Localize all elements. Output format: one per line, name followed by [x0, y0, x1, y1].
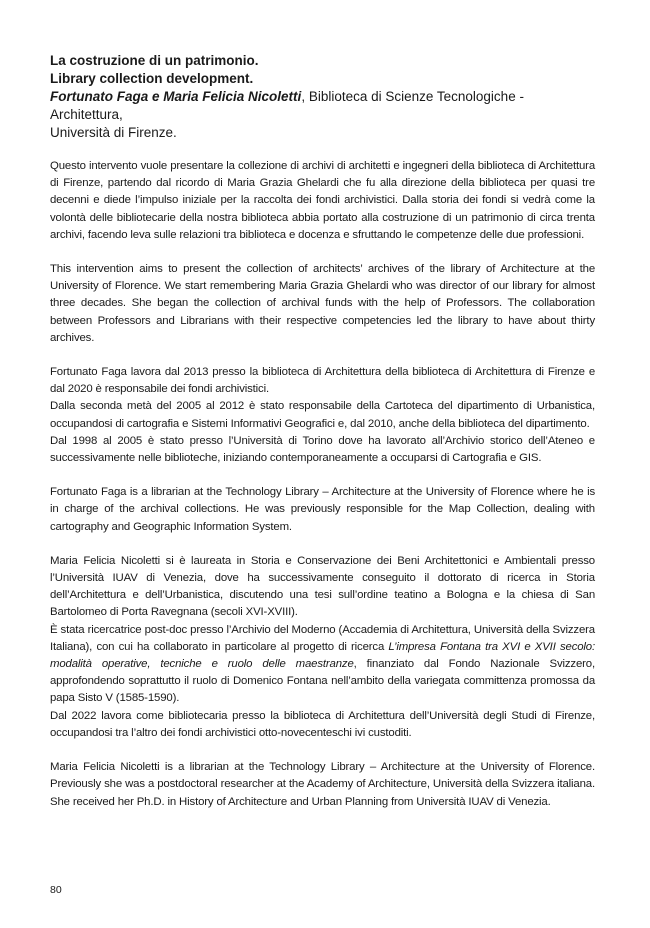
- bio-nicoletti-it-p2-b: , finanziato dal Fondo Nazionale Svizzero, approfondendo soprattutto il ruolo di Domenico Fontana nell’ambito della variegata committenza promossa da papa Sisto V (1585-1590).: [50, 658, 595, 705]
- bio-faga-it-p1: Fortunato Faga lavora dal 2013 presso la biblioteca di Architettura della biblioteca di Architettura di Firenze e dal 2020 è responsabile dei fondi archivistici.: [50, 366, 595, 396]
- bio-faga-english: Fortunato Faga is a librarian at the Technology Library – Architecture at the University of Florence where he is in charge of the archival collections. He was previously responsible for the Map Collection, dealing with cartography and Geographic Information System.: [50, 486, 595, 533]
- bio-faga-italian: [50, 364, 595, 467]
- abstract-english: This intervention aims to present the collection of architects’ archives of the library of Architecture at the University of Florence. We start remembering Maria Grazia Ghelardi who was director of our library for almost three decades. She began the collection of archival funds with the help of Professors. The collaboration between Professors and Librarians with their respective competencies led the library to have about thirty archives.: [50, 263, 595, 344]
- affiliation-line2: Università di Firenze.: [50, 125, 177, 140]
- title-english: Library collection development.: [50, 71, 254, 86]
- bio-faga-it-p2: Dalla seconda metà del 2005 al 2012 è stato responsabile della Cartoteca del dipartimento di Urbanistica, occupandosi di cartografia e Sistemi Informativi Geografici e, dal 2010, anche della biblioteca del dipartimento.: [50, 400, 595, 430]
- bio-nicoletti-it-p2-a: È stata ricercatrice post-doc presso l’Archivio del Moderno (Accademia di Architettura, Università della Svizzera Italiana), con cui ha collaborato in particolare al progetto di ricerca: [50, 623, 595, 653]
- affiliation: , Biblioteca di Scienze Tecnologiche - Architettura,: [50, 89, 524, 122]
- bio-nicoletti-italian: [50, 553, 595, 742]
- bio-nicoletti-it-p1: Maria Felicia Nicoletti si è laureata in Storia e Conservazione dei Beni Architettonici e Ambientali presso l’Università IUAV di Venezia, dove ha successivamente conseguito il dottorato di ricerca in Storia dell’Architettura e dell’Urbanistica, discutendo una tesi sull’ordine teatino a Bologna e la chiesa di San Bartolomeo di Porta Ravegnana (secoli XVI-XVIII).: [50, 554, 595, 619]
- page-content: [50, 52, 595, 828]
- bio-nicoletti-it-p3: Dal 2022 lavora come bibliotecaria presso la biblioteca di Architettura dell’Università degli Studi di Firenze, occupandosi tra l’altro dei fondi archivistici otto-novecenteschi ivi custoditi.: [50, 709, 595, 739]
- title-italian: La costruzione di un patrimonio.: [50, 53, 259, 68]
- research-project-title: L’impresa Fontana tra XVI e XVII secolo: modalità operative, tecniche e ruolo delle maestranze: [50, 640, 595, 671]
- author-line: [50, 88, 595, 124]
- bio-nicoletti-it-p2: [50, 622, 595, 708]
- authors: Fortunato Faga e Maria Felicia Nicoletti: [50, 89, 302, 104]
- article-header: [50, 52, 595, 142]
- bio-nicoletti-english: Maria Felicia Nicoletti is a librarian at the Technology Library – Architecture at the University of Florence. Previously she was a postdoctoral researcher at the Academy of Architecture, Università della Svizzera italiana. She received her Ph.D. in History of Architecture and Urban Planning from Università IUAV di Venezia.: [50, 761, 595, 808]
- bio-faga-it-p3: Dal 1998 al 2005 è stato presso l’Università di Torino dove ha lavorato all’Archivio storico dell’Ateneo e successivamente nelle biblioteche, iniziando contemporaneamente a occuparsi di Cartografia e GIS.: [50, 434, 595, 465]
- abstract-italian: Questo intervento vuole presentare la collezione di archivi di architetti e ingegneri della biblioteca di Architettura di Firenze, partendo dal ricordo di Maria Grazia Ghelardi che fu alla direzione della biblioteca per quasi tre decenni e diede l’impulso iniziale per la raccolta dei fondi archivistici. Dalla storia dei fondi si vedrà come la volontà delle bibliotecarie della nostra biblioteca abbia portato alla costruzione di un patrimonio di circa trenta archivi, facendo leva sulle relazioni tra biblioteca e docenza e sfruttando le competenze delle due professioni.: [50, 160, 595, 241]
- page-number: 80: [50, 884, 62, 896]
